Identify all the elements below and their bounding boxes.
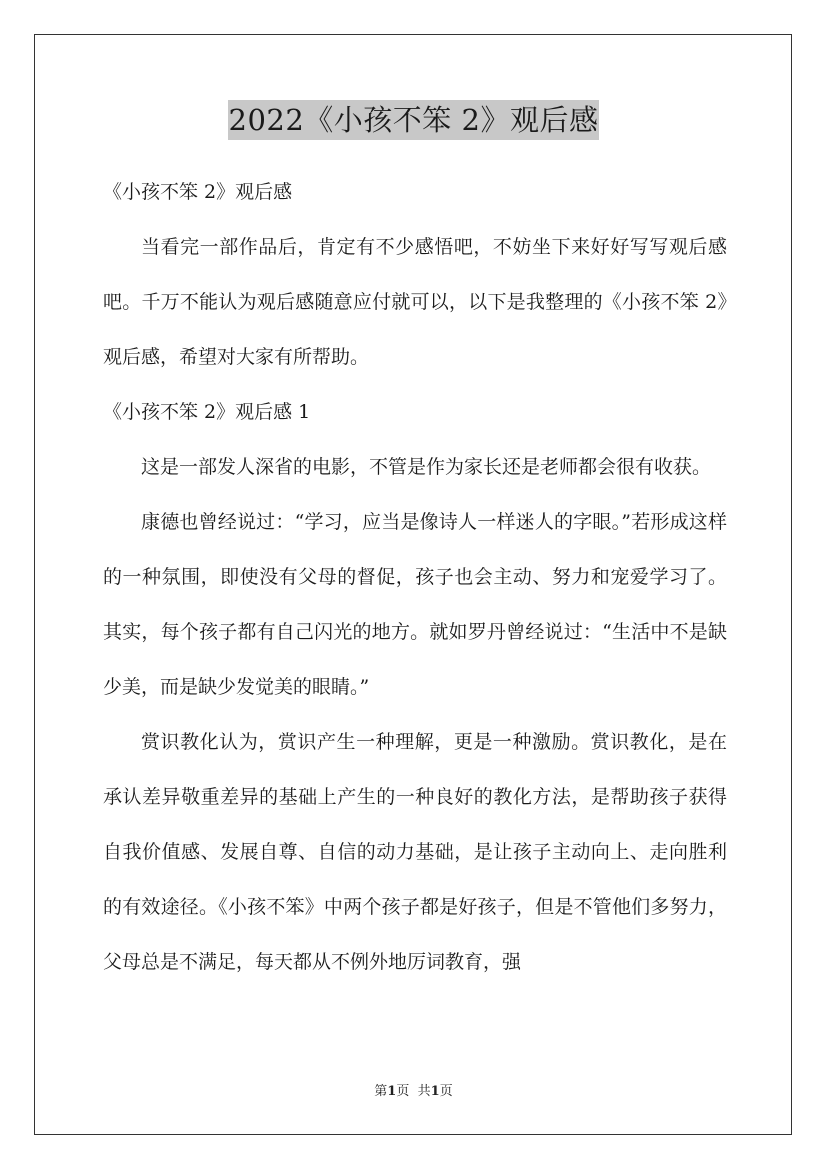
total-pages: 1: [430, 1084, 440, 1099]
total-prefix: 共: [417, 1084, 431, 1099]
paragraph: 康德也曾经说过：“学习，应当是像诗人一样迷人的字眼。”若形成这样的一种氛围，即使没有父母的督促，孩子也会主动、努力和宠爱学习了。其实，每个孩子都有自己闪光的地方。就如罗丹曾经说过：“生活中不是缺少美，而是缺少发觉美的眼睛。”: [103, 511, 727, 698]
paragraph: 赏识教化认为，赏识产生一种理解，更是一种激励。赏识教化，是在承认差异敬重差异的基础上产生的一种良好的教化方法，是帮助孩子获得自我价值感、发展自尊、自信的动力基础，是让孩子主动向上、走向胜利的有效途径。《小孩不笨》中两个孩子都是好孩子，但是不管他们多努力，父母总是不满足，每天都从不例外地厉词教育，强: [103, 731, 727, 973]
document-body: [103, 165, 727, 990]
page-prefix: 第: [374, 1084, 388, 1099]
paragraph: 这是一部发人深省的电影，不管是作为家长还是老师都会很有收获。: [141, 456, 712, 478]
paragraph: 《小孩不笨 2》观后感: [103, 181, 293, 203]
document-title: 2022《小孩不笨 2》观后感: [228, 100, 600, 140]
page-number: 1: [387, 1084, 397, 1099]
total-suffix: 页: [439, 1084, 453, 1099]
title-wrap: [0, 100, 827, 140]
paragraph: 《小孩不笨 2》观后感 1: [103, 401, 311, 423]
page-suffix: 页: [396, 1084, 410, 1099]
paragraph: 当看完一部作品后，肯定有不少感悟吧，不妨坐下来好好写写观后感吧。千万不能认为观后感随意应付就可以，以下是我整理的《小孩不笨 2》观后感，希望对大家有所帮助。: [103, 236, 727, 368]
page-footer: [0, 1083, 827, 1101]
